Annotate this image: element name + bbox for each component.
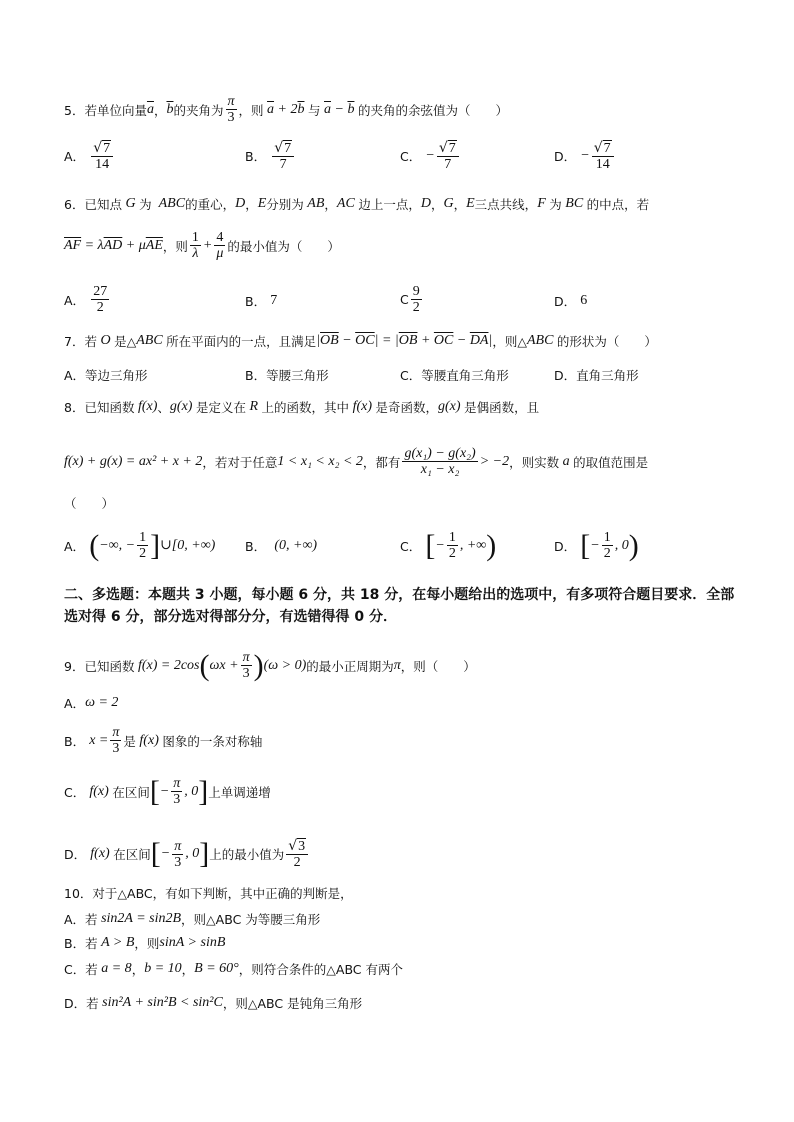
question-6-line2: $\overline{AF} = \lambda\overline{AD} + \mu\overline{AE}$ ，则 $\frac{1}{\lambda}$ + $\frac{4}{\mu}$ 的最小值为（ ） (64, 230, 340, 261)
q10-option-d: D．若 sin²A + sin²B < sin²C ，则△ABC 是钝角三角形 (64, 995, 363, 1011)
q9-option-d: D． f(x) 在区间 [ − $\frac{\pi}{3}$ , 0 ] 上的最小值为 √ 3 2 (64, 838, 744, 870)
question-5: 5． 若单位向量 $\overline{a}$ ， $\overline{b}$ 的夹角为 $\frac{\pi}{3}$ ，则 $\overline{a} + 2\overline{b}$ 与 $\overline{a} - \overline{b}$ 的夹角的余弦值为（ ） (64, 94, 508, 125)
q6-option-c: C $\frac{9}{2}$ (400, 284, 420, 315)
q7-option-b: B．等腰三角形 (245, 368, 329, 383)
question-8-line1: 8． 已知函数 f(x) 、 g(x) 是定义在 R 上的函数，其中 f(x) 是奇函数， g(x) 是偶函数，且 (64, 399, 540, 415)
question-10: 10．对于△ABC，有如下判断，其中正确的判断是， (64, 886, 353, 901)
q5-number: 5． (64, 102, 85, 118)
q8-option-c: C． [ − $\frac{1}{2}$ , +∞ ) (400, 528, 497, 562)
q9-option-a: A． ω = 2 (64, 695, 119, 711)
q6-option-a: A． $\frac{27}{2}$ (64, 284, 108, 315)
q6-option-b: B． 7 (245, 293, 278, 309)
q9-option-c: C． f(x) 在区间 [ − $\frac{\pi}{3}$ , 0 ] 上单调递增 (64, 774, 271, 808)
question-6-line1: 6． 已知点 G 为 ABC 的重心， D ， E 分别为 AB ， AC 边上一点， D ， G ， E 三点共线， F 为 BC 的中点，若 (64, 196, 650, 212)
section-2-header: 二、多选题：本题共 3 小题，每小题 6 分，共 18 分，在每小题给出的选项中，有多项符合题目要求．全部选对得 6 分，部分选对得部分分，有选错得得 0 分． (64, 587, 735, 625)
q10-option-a: A．若 sin2A = sin2B ，则△ABC 为等腰三角形 (64, 911, 321, 927)
pi-over-3: $\frac{\pi}{3}$ (227, 94, 235, 125)
q7-option-d: D．直角三角形 (554, 368, 639, 383)
q10-option-c: C．若 a = 8 ， b = 10 ， B = 60° ，则符合条件的△ABC 有两个 (64, 961, 404, 977)
question-8-blank: （ ） (64, 496, 115, 511)
q8-option-b: B． (0, +∞) (245, 538, 318, 554)
question-8-line2: f(x) + g(x) = ax² + x + 2 ，若对于任意 1 < x₁ < x₂ < 2 ，都有 $\frac{\text{g(x₁) − g(x₂)}}{\text{x₁ − x₂}}$ > −2 ，则实数 a 的取值范围是 (64, 446, 649, 477)
q5-option-c: C． − √ 7 7 (400, 140, 461, 172)
q7-option-a: A．等边三角形 (64, 368, 148, 383)
question-9: 9． 已知函数 f(x) = 2cos ( ωx + $\frac{\pi}{3}$ ) (ω > 0) 的最小正周期为 π ，则（ ） (64, 648, 476, 682)
question-7: 7． 若 O 是△ ABC 所在平面内的一点，且满足 $|\overline{OB} - \overline{OC}| = |\overline{OB} + \overline{OC} - \overline{DA}|$ ，则△ ABC 的形状为（ ） (64, 333, 657, 349)
q6-option-d: D． 6 (554, 293, 588, 309)
q8-option-d: D． [ − $\frac{1}{2}$ , 0 ) (554, 528, 639, 562)
q9-option-b: B． x = $\frac{\pi}{3}$ 是 f(x) 图象的一条对称轴 (64, 725, 263, 756)
q10-option-b: B．若 A > B ，则 sinA > sinB (64, 935, 226, 951)
q5-option-d: D． − √ 7 14 (554, 140, 616, 172)
q7-option-c: C．等腰直角三角形 (400, 368, 509, 383)
q8-option-a: A． ( −∞, − $\frac{1}{2}$ ] ∪[0, +∞) (64, 528, 216, 562)
q5-option-b: B． √ 7 7 (245, 140, 296, 172)
q5-option-a: A． √ 7 14 (64, 140, 115, 172)
